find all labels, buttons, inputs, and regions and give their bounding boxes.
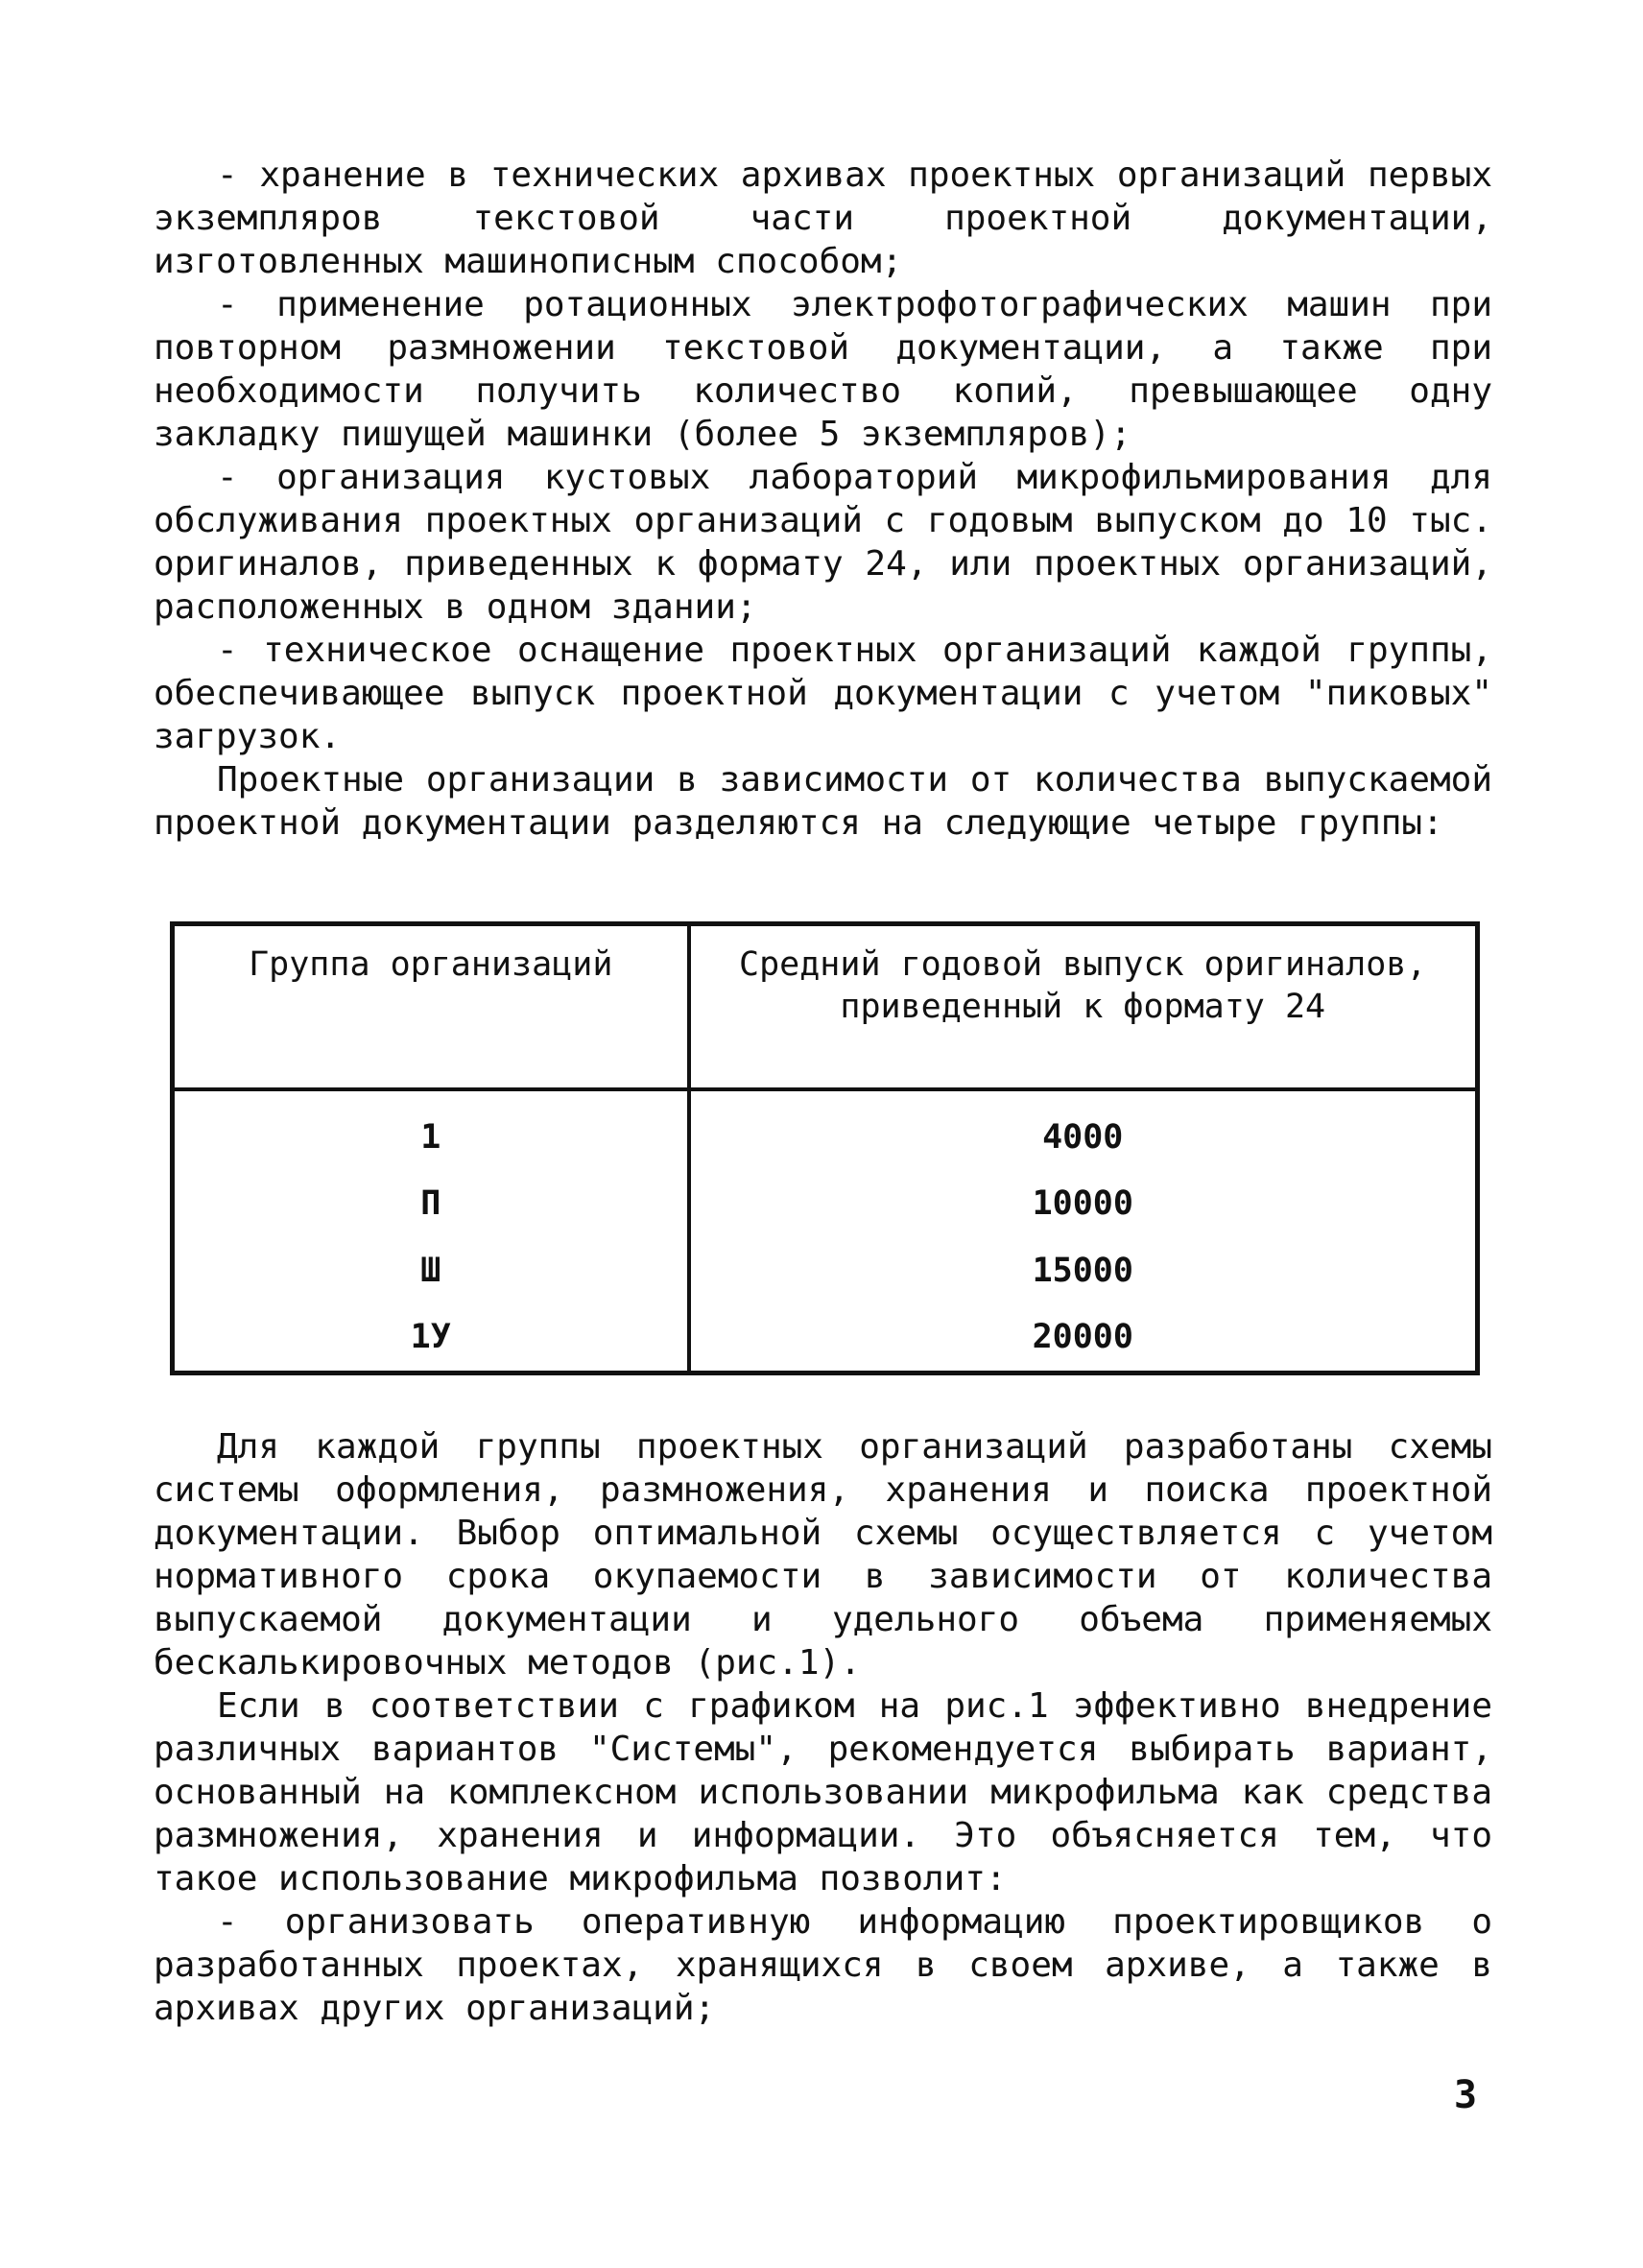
cell-output: 10000 — [689, 1171, 1478, 1237]
cell-group: П — [420, 1184, 441, 1224]
cell-output: 15000 — [689, 1237, 1478, 1303]
table-row — [173, 1304, 1478, 1373]
paragraph-schemes: Для каждой группы проектных организаций разработаны схемы системы оформления, размножения, хранения и поиска проектной документации. Выбор оптимальной схемы осуществляется с учетом нормативного срока окупаемости в зависимости от количества выпускаемой документации и удельного объема применяемых бескалькировочных методов (рис.1). — [154, 1427, 1492, 1683]
cell-group: 1 — [420, 1117, 441, 1157]
text-block-bottom — [154, 1425, 1492, 2030]
header-annual-output: Средний годовой выпуск оригиналов, приведенный к формату 24 — [689, 924, 1478, 1089]
page-number: 3 — [1454, 2073, 1478, 2117]
cell-output: 20000 — [689, 1304, 1478, 1373]
groups-table — [170, 921, 1480, 1375]
text-block-top — [154, 154, 1492, 845]
table-row — [173, 1171, 1478, 1237]
header-group: Группа организаций — [173, 924, 689, 1089]
cell-group: 1У — [410, 1317, 451, 1356]
paragraph-microfilm-variant: Если в соответствии с графиком на рис.1 эффективно внедрение различных вариантов "Системы", рекомендуется выбирать вариант, основанный на комплексном использовании микрофильма как средства размножения, хранения и информации. Это объясняется тем, что такое использование микрофильма позволит: — [154, 1686, 1492, 1898]
paragraph-operative-info: - организовать оперативную информацию проектировщиков о разработанных проектах, хранящихся в своем архиве, а также в архивах других организаций; — [154, 1902, 1492, 2028]
paragraph-microfilm-labs: - организация кустовых лабораторий микрофильмирования для обслуживания проектных организаций с годовым выпуском до 10 тыс. оригиналов, приведенных к формату 24, или проектных организаций, расположенных в одном здании; — [154, 458, 1492, 627]
table-row — [173, 1089, 1478, 1172]
paragraph-technical-equipment: - техническое оснащение проектных организаций каждой группы, обеспечивающее выпуск проектной документации с учетом "пиковых" загрузок. — [154, 631, 1492, 756]
table-header-row — [173, 924, 1478, 1089]
cell-group: Ш — [420, 1251, 441, 1290]
table-row — [173, 1237, 1478, 1303]
paragraph-groups-intro: Проектные организации в зависимости от количества выпускаемой проектной документации разделяются на следующие четыре группы: — [154, 760, 1492, 843]
paragraph-rotary-machines: - применение ротационных электрофотографических машин при повторном размножении текстовой документации, а также при необходимости получить количество копий, превышающее одну закладку пишущей машинки (более 5 экземпляров); — [154, 285, 1492, 454]
paragraph-archive-storage: - хранение в технических архивах проектных организаций первых экземпляров текстовой части проектной документации, изготовленных машинописным способом; — [154, 155, 1492, 281]
cell-output: 4000 — [689, 1089, 1478, 1172]
